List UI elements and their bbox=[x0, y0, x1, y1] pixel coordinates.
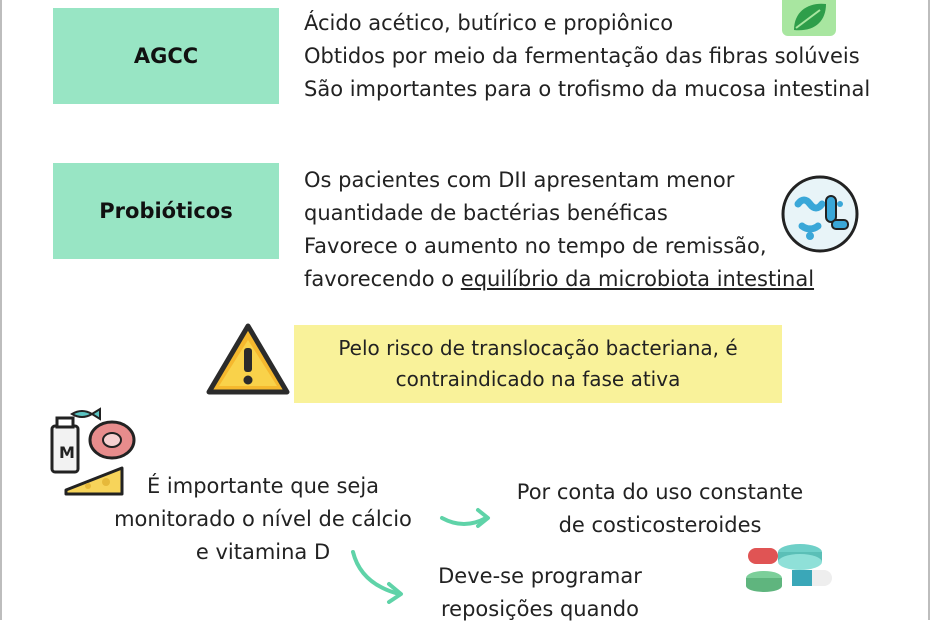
probioticos-line-4 bbox=[304, 263, 814, 296]
agcc-line-1: Ácido acético, butírico e propiônico bbox=[304, 11, 674, 35]
agcc-label-box bbox=[53, 8, 279, 104]
calcio-line-1: É importante que seja bbox=[146, 474, 380, 498]
warning-icon bbox=[205, 322, 291, 396]
probioticos-line-3: Favorece o aumento no tempo de remissão, bbox=[304, 234, 767, 258]
probioticos-label: Probióticos bbox=[99, 199, 233, 223]
pills-icon bbox=[744, 540, 836, 594]
reposicao-line-2: reposições quando bbox=[441, 597, 639, 621]
reposicao-text bbox=[410, 560, 670, 626]
agcc-line-3: São importantes para o trofismo da mucosa intestinal bbox=[304, 77, 871, 101]
calcio-line-3: e vitamina D bbox=[195, 540, 331, 564]
probioticos-line-1: Os pacientes com DII apresentam menor bbox=[304, 168, 735, 192]
leaf-icon bbox=[780, 0, 838, 38]
arrow-right-icon bbox=[438, 500, 498, 536]
agcc-line-2: Obtidos por meio da fermentação das fibras solúveis bbox=[304, 44, 860, 68]
warning-line-2: contraindicado na fase ativa bbox=[395, 367, 681, 391]
arrow-down-right-icon bbox=[345, 548, 411, 604]
probioticos-label-box bbox=[53, 163, 279, 259]
left-border bbox=[0, 0, 2, 620]
bacteria-icon bbox=[780, 174, 860, 254]
probioticos-line-2: quantidade de bactérias benéficas bbox=[304, 201, 668, 225]
corticoide-line-1: Por conta do uso constante bbox=[516, 480, 804, 504]
corticoide-text bbox=[500, 476, 820, 542]
warning-box bbox=[294, 325, 782, 403]
corticoide-line-2: de costicosteroides bbox=[558, 513, 762, 537]
probioticos-line-4-prefix: favorecendo o bbox=[304, 267, 461, 291]
agcc-label: AGCC bbox=[133, 44, 199, 68]
microbiota-underlined: equilíbrio da microbiota intestinal bbox=[460, 267, 815, 291]
warning-line-1: Pelo risco de translocação bacteriana, é bbox=[338, 336, 738, 360]
svg-text:M: M bbox=[59, 443, 75, 462]
probioticos-text bbox=[304, 164, 814, 296]
reposicao-line-1: Deve-se programar bbox=[438, 564, 642, 588]
calcio-line-2: monitorado o nível de cálcio bbox=[114, 507, 412, 531]
